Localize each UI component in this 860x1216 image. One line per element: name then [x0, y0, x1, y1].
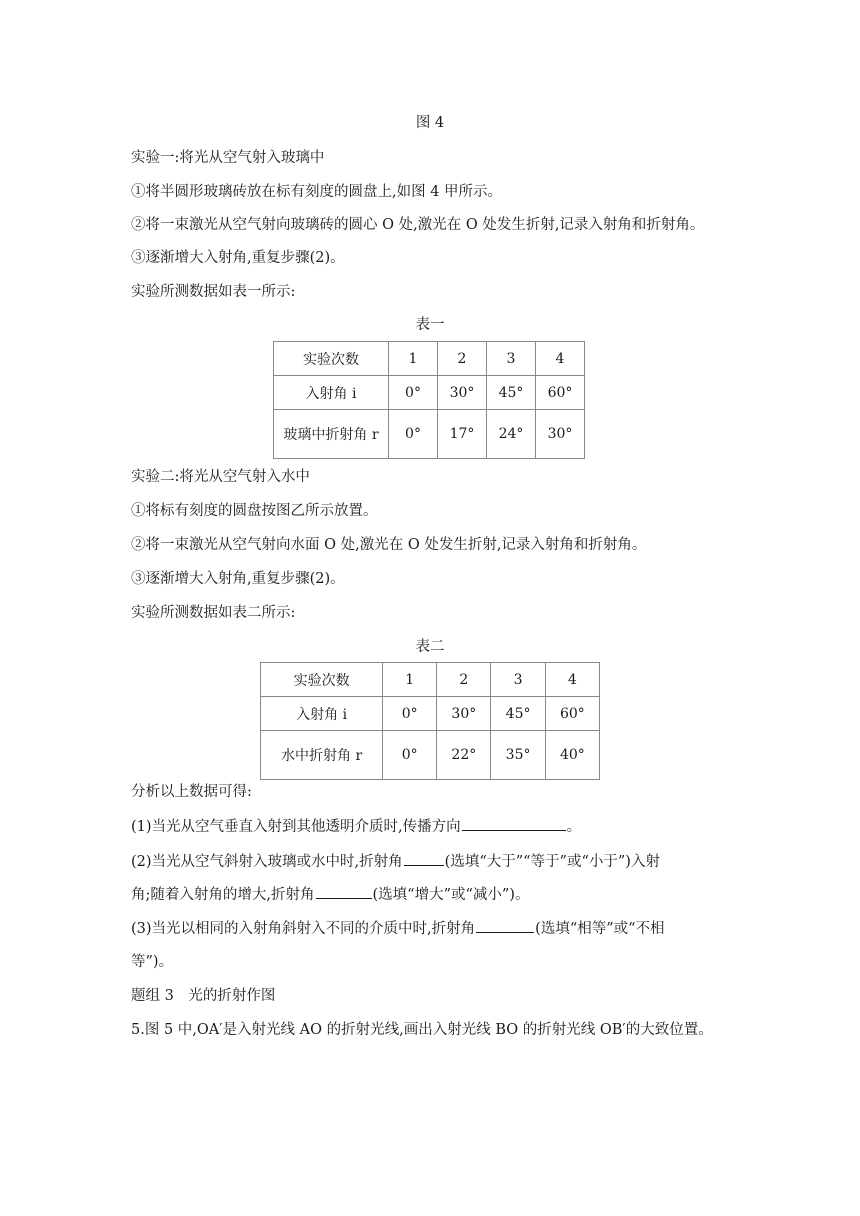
group3-heading: 题组 3 光的折射作图 [131, 988, 276, 1004]
question-3-options: (选填“相等”或“不相 [535, 921, 665, 937]
table1-header-cell: 4 [536, 342, 585, 376]
table2-header-cell: 1 [383, 663, 437, 697]
table1-row-incidence [274, 376, 585, 410]
question-1 [131, 816, 581, 837]
answer-blank-1[interactable] [462, 816, 566, 831]
table1-title: 表一 [415, 317, 445, 333]
table2-cell: 45° [491, 697, 545, 731]
question-1-end: 。 [566, 819, 582, 835]
table2 [260, 662, 600, 780]
table2-header-row [261, 663, 600, 697]
table1-cell: 45° [487, 376, 536, 410]
table1-header-row [274, 342, 585, 376]
answer-blank-3[interactable] [476, 918, 534, 933]
table1-header-cell: 3 [487, 342, 536, 376]
table2-title: 表二 [415, 639, 445, 655]
table1-cell: 0° [389, 410, 438, 459]
table1-header-cell: 1 [389, 342, 438, 376]
exp2-data-intro: 实验所测数据如表二所示: [131, 605, 296, 621]
exp1-step-2: ②将一束激光从空气射向玻璃砖的圆心 O 处,激光在 O 处发生折射,记录入射角和折射角。 [131, 217, 705, 233]
table2-header-cell: 2 [437, 663, 491, 697]
answer-blank-2a[interactable] [404, 851, 444, 866]
table1-header-cell: 实验次数 [274, 342, 389, 376]
question-2-text-2: 角;随着入射角的增大,折射角 [131, 887, 315, 903]
table2-row-label: 入射角 i [261, 697, 383, 731]
table1-cell: 30° [438, 376, 487, 410]
table2-header-cell: 实验次数 [261, 663, 383, 697]
exp2-step-2: ②将一束激光从空气射向水面 O 处,激光在 O 处发生折射,记录入射角和折射角。 [131, 537, 647, 553]
exp1-data-intro: 实验所测数据如表一所示: [131, 284, 296, 300]
table1-row-label: 玻璃中折射角 r [274, 410, 389, 459]
question-2-options-2: (选填“增大”或“减小”)。 [372, 887, 530, 903]
answer-blank-2b[interactable] [316, 884, 372, 899]
table1-row-refraction [274, 410, 585, 459]
table2-cell: 0° [383, 731, 437, 780]
table1-cell: 60° [536, 376, 585, 410]
table1-cell: 0° [389, 376, 438, 410]
table1-cell: 17° [438, 410, 487, 459]
table2-header-cell: 3 [491, 663, 545, 697]
table2-cell: 40° [545, 731, 599, 780]
table2-row-label: 水中折射角 r [261, 731, 383, 780]
table1-row-label: 入射角 i [274, 376, 389, 410]
exp2-step-3: ③逐渐增大入射角,重复步骤(2)。 [131, 571, 345, 587]
table2-cell: 30° [437, 697, 491, 731]
figure-caption: 图 4 [415, 115, 445, 131]
question-2-line-1 [131, 851, 660, 872]
table1-cell: 24° [487, 410, 536, 459]
table1 [273, 341, 585, 459]
question-1-text: (1)当光从空气垂直入射到其他透明介质时,传播方向 [131, 819, 461, 835]
table1-header-cell: 2 [438, 342, 487, 376]
table2-cell: 0° [383, 697, 437, 731]
exp2-heading: 实验二:将光从空气射入水中 [131, 469, 310, 485]
question-5: 5.图 5 中,OA′是入射光线 AO 的折射光线,画出入射光线 BO 的折射光线 OB′的大致位置。 [131, 1022, 713, 1038]
table2-cell: 35° [491, 731, 545, 780]
analysis-intro: 分析以上数据可得: [131, 784, 252, 800]
exp1-step-3: ③逐渐增大入射角,重复步骤(2)。 [131, 250, 345, 266]
exp1-step-1: ①将半圆形玻璃砖放在标有刻度的圆盘上,如图 4 甲所示。 [131, 184, 503, 200]
question-3-line-1 [131, 918, 665, 939]
question-2-line-2 [131, 884, 529, 905]
table1-cell: 30° [536, 410, 585, 459]
table2-row-incidence [261, 697, 600, 731]
table2-cell: 60° [545, 697, 599, 731]
table2-cell: 22° [437, 731, 491, 780]
question-2-options: (选填“大于”“等于”或“小于”)入射 [444, 854, 660, 870]
table2-row-refraction [261, 731, 600, 780]
exp2-step-1: ①将标有刻度的圆盘按图乙所示放置。 [131, 503, 378, 519]
question-2-text: (2)当光从空气斜射入玻璃或水中时,折射角 [131, 854, 403, 870]
question-3-text: (3)当光以相同的入射角斜射入不同的介质中时,折射角 [131, 921, 476, 937]
table2-header-cell: 4 [545, 663, 599, 697]
question-3-line-2: 等”)。 [131, 954, 174, 970]
exp1-heading: 实验一:将光从空气射入玻璃中 [131, 150, 325, 166]
